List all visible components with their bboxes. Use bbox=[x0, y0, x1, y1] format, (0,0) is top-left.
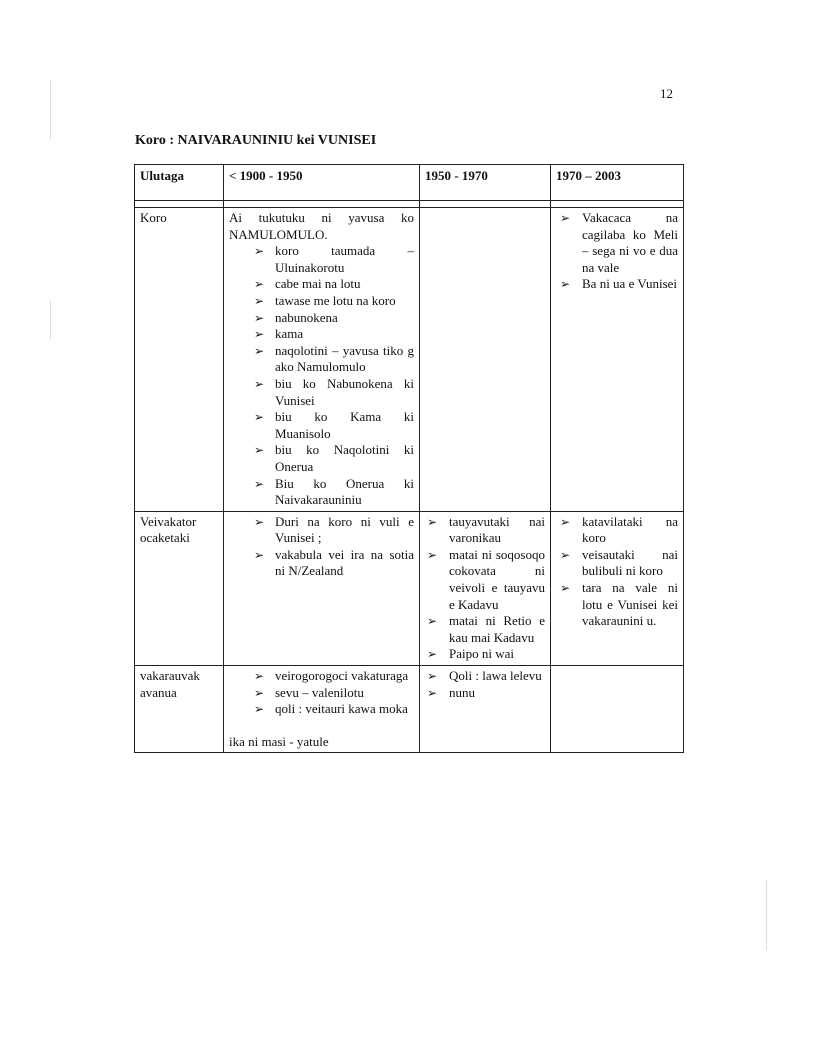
list-item: ➢ biu ko Naqolotini ki Onerua bbox=[275, 442, 414, 475]
list-item: ➢ kama bbox=[275, 326, 414, 343]
bullet-list bbox=[229, 514, 414, 580]
list-item: ➢ Qoli : lawa lelevu bbox=[449, 668, 545, 685]
table-spacer-row bbox=[135, 201, 684, 208]
row-cell-period-1 bbox=[224, 208, 420, 512]
list-item: ➢ matai ni Retio e kau mai Kadavu bbox=[449, 613, 545, 646]
list-item: ➢ sevu – valenilotu bbox=[275, 685, 414, 702]
list-item: ➢ Duri na koro ni vuli e Vunisei ; bbox=[275, 514, 414, 547]
row-cell-period-2 bbox=[420, 208, 551, 512]
list-item: ➢ cabe mai na lotu bbox=[275, 276, 414, 293]
list-item: ➢ Biu ko Onerua ki Naivakarauniniu bbox=[275, 476, 414, 509]
list-item: ➢ nunu bbox=[449, 685, 545, 702]
table-header-row bbox=[135, 165, 684, 201]
row-cell-period-1 bbox=[224, 666, 420, 753]
list-item: ➢ koro taumada – Uluinakorotu bbox=[275, 243, 414, 276]
list-item: ➢ tawase me lotu na koro bbox=[275, 293, 414, 310]
table-row bbox=[135, 511, 684, 665]
row-cell-period-1 bbox=[224, 511, 420, 665]
bullet-list bbox=[556, 210, 678, 293]
row-label: Veivakator ocaketaki bbox=[135, 511, 224, 665]
row-label: vakarauvak avanua bbox=[135, 666, 224, 753]
header-ulutaga: Ulutaga bbox=[135, 165, 224, 201]
bullet-list bbox=[556, 514, 678, 630]
header-period-3: 1970 – 2003 bbox=[551, 165, 684, 201]
list-item: ➢ katavilataki na koro bbox=[582, 514, 678, 547]
row-cell-period-3 bbox=[551, 666, 684, 753]
list-item: ➢ qoli : veitauri kawa moka bbox=[275, 701, 414, 718]
header-period-1: < 1900 - 1950 bbox=[224, 165, 420, 201]
header-period-2: 1950 - 1970 bbox=[420, 165, 551, 201]
table-row bbox=[135, 208, 684, 512]
list-item: ➢ tauyavutaki nai varonikau bbox=[449, 514, 545, 547]
table-row bbox=[135, 666, 684, 753]
row-cell-period-2 bbox=[420, 511, 551, 665]
list-item: ➢ vakabula vei ira na sotia ni N/Zealand bbox=[275, 547, 414, 580]
list-item: ➢ Ba ni ua e Vunisei bbox=[582, 276, 678, 293]
history-table bbox=[134, 164, 684, 753]
list-item: ➢ Paipo ni wai bbox=[449, 646, 545, 663]
list-item: ➢ veirogorogoci vakaturaga bbox=[275, 668, 414, 685]
row-cell-period-3 bbox=[551, 208, 684, 512]
row-cell-period-3 bbox=[551, 511, 684, 665]
row-cell-period-2 bbox=[420, 666, 551, 753]
list-item: ➢ Vakacaca na cagilaba ko Meli – sega ni vo e dua na vale bbox=[582, 210, 678, 276]
cell-intro-text: Ai tukutuku ni yavusa ko NAMULOMULO. bbox=[229, 210, 414, 242]
page-number: 12 bbox=[660, 86, 673, 101]
document-title: Koro : NAIVARAUNINIU kei VUNISEI bbox=[135, 133, 377, 148]
list-item: ➢ naqolotini – yavusa tiko g ako Namulomulo bbox=[275, 343, 414, 376]
list-item: ➢ biu ko Kama ki Muanisolo bbox=[275, 409, 414, 442]
row-label: Koro bbox=[135, 208, 224, 512]
list-item: ➢ nabunokena bbox=[275, 310, 414, 327]
bullet-list bbox=[425, 668, 545, 701]
bullet-list bbox=[229, 668, 414, 718]
list-item: ➢ veisautaki nai bulibuli ni koro bbox=[582, 547, 678, 580]
cell-note-text: ika ni masi - yatule bbox=[229, 733, 329, 749]
list-item: ➢ biu ko Nabunokena ki Vunisei bbox=[275, 376, 414, 409]
list-item: ➢ matai ni soqosoqo cokovata ni veivoli e tauyavu e Kadavu bbox=[449, 547, 545, 613]
bullet-list bbox=[229, 243, 414, 509]
left-margin-mark bbox=[50, 80, 51, 140]
list-item: ➢ tara na vale ni lotu e Vunisei kei vakaraunini u. bbox=[582, 580, 678, 630]
right-margin-mark bbox=[766, 880, 767, 950]
bullet-list bbox=[425, 514, 545, 663]
left-margin-mark bbox=[50, 300, 51, 340]
